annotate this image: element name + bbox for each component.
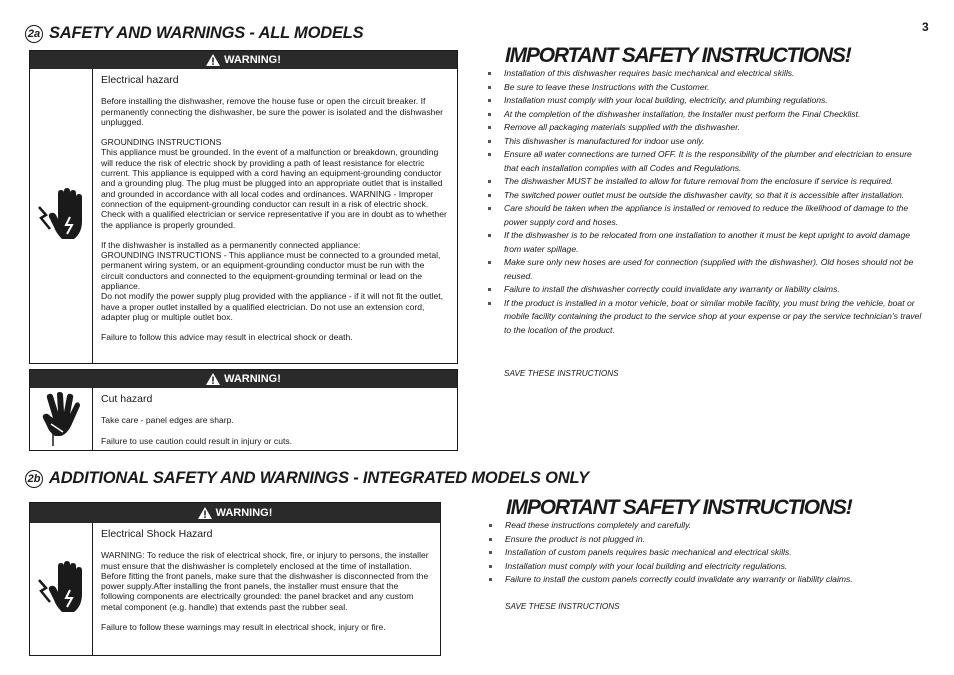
save-instructions-note: SAVE THESE INSTRUCTIONS bbox=[504, 369, 619, 378]
warning-subtitle: Electrical Shock Hazard bbox=[101, 528, 213, 540]
list-item: If the product is installed in a motor vehicle, boat or similar mobile facility, you must bring the vehicle, boat or mobile facility containing the product to the service shop at your expense or pay the service technician’s travel to the location of the product. bbox=[488, 297, 928, 338]
warning-subtitle: Electrical hazard bbox=[101, 74, 179, 86]
cut-warning-box bbox=[29, 369, 458, 451]
list-item: Ensure all water connections are turned OFF. It is the responsibility of the plumber and electrician to ensure that each installation complies with all Codes and Regulations. bbox=[488, 148, 928, 175]
warning-paragraph: Failure to follow these warnings may result in electrical shock, injury or fire. bbox=[101, 622, 386, 633]
section-2b-title: ADDITIONAL SAFETY AND WARNINGS - INTEGRATED MODELS ONLY bbox=[49, 469, 589, 487]
warning-paragraph: WARNING: To reduce the risk of electrical shock, fire, or injury to persons, the installer must ensure that the dishwasher is completely enclosed at the time of installation. Before fitting the front panels, make sure that the dishwasher is disconnected from the power supply.After installing the front panels, the installer must ensure that the following components are electrically grounded: the panel bracket and any custom metal component (e.g. handle) that extends past the rubber seal. bbox=[101, 550, 429, 612]
warning-triangle-icon bbox=[198, 507, 212, 519]
warning-header bbox=[30, 370, 457, 388]
warning-header bbox=[30, 503, 440, 523]
warning-paragraph: Failure to follow this advice may result in electrical shock or death. bbox=[101, 332, 353, 343]
warning-paragraph: If the dishwasher is installed as a permanently connected appliance: GROUNDING INSTRUCTIONS - This appliance must be connected to a grounded metal, permanent wiring system, or an equipment-grounding conductor must be run with the circuit conductors and connected to the equipment-grounding terminal or lead on the appliance. Do not modify the power supply plug provided with the appliance - if it will not fit the outlet, have a proper outlet installed by a qualified electrician. Do not use an extension cord, adapter plug or multiple outlet box. bbox=[101, 239, 444, 322]
list-item: At the completion of the dishwasher installation, the Installer must perform the Final Checklist. bbox=[488, 108, 928, 122]
instructions-title: IMPORTANT SAFETY INSTRUCTIONS! bbox=[505, 44, 851, 67]
list-item: If the dishwasher is to be relocated from one installation to another it must be kept upright to avoid damage from water spillage. bbox=[488, 229, 928, 256]
list-item: The switched power outlet must be outside the dishwasher cavity, so that it is accessible after installation. bbox=[488, 189, 928, 203]
warning-paragraph: GROUNDING INSTRUCTIONS This appliance must be grounded. In the event of a malfunction or breakdown, grounding will reduce the risk of electric shock by providing a path of least resistance for electric current. This appliance is equipped with a cord having an equipment-grounding conductor and a grounding plug. The plug must be plugged into an appropriate outlet that is installed and grounded in accordance with all local codes and ordinances. WARNING - Improper connection of the equipment-grounding conductor can result in a risk of electric shock. Check with a qualified electrician or service representative if you are in doubt as to whether the appliance is properly grounded. bbox=[101, 137, 447, 230]
warning-triangle-icon bbox=[206, 54, 220, 66]
list-item: Be sure to leave these Instructions with the Customer. bbox=[488, 81, 928, 95]
warning-subtitle: Cut hazard bbox=[101, 393, 153, 405]
warning-triangle-icon bbox=[206, 373, 220, 385]
list-item: Make sure only new hoses are used for connection (supplied with the dishwasher). Old hoses should not be reused. bbox=[488, 256, 928, 283]
list-item: Installation of this dishwasher requires basic mechanical and electrical skills. bbox=[488, 67, 928, 81]
section-2b-header bbox=[25, 469, 589, 488]
section-2a-header bbox=[25, 24, 363, 43]
page-number: 3 bbox=[922, 20, 929, 34]
instructions-list bbox=[489, 519, 929, 587]
section-2a-title: SAFETY AND WARNINGS - ALL MODELS bbox=[49, 24, 364, 42]
list-item: Ensure the product is not plugged in. bbox=[489, 533, 929, 547]
save-instructions-note: SAVE THESE INSTRUCTIONS bbox=[505, 602, 620, 611]
shock-warning-box bbox=[29, 502, 441, 656]
warning-header bbox=[30, 51, 457, 69]
section-2a-badge: 2a bbox=[25, 25, 43, 43]
list-item: Remove all packaging materials supplied with the dishwasher. bbox=[488, 121, 928, 135]
electrical-warning-box bbox=[29, 50, 458, 364]
list-item: Installation must comply with your local building, electricity, and plumbing regulations. bbox=[488, 94, 928, 108]
electric-shock-hand-icon bbox=[30, 69, 93, 363]
list-item: Care should be taken when the appliance is installed or removed to reduce the likelihood of damage to the power supply cord and hoses. bbox=[488, 202, 928, 229]
list-item: The dishwasher MUST be installed to allow for future removal from the enclosure if service is required. bbox=[488, 175, 928, 189]
warning-paragraph: Take care - panel edges are sharp. bbox=[101, 415, 234, 426]
warning-paragraph: Failure to use caution could result in injury or cuts. bbox=[101, 435, 293, 446]
warning-label: WARNING! bbox=[224, 373, 281, 385]
instructions-list bbox=[488, 67, 928, 337]
list-item: Installation must comply with your local building and electricity regulations. bbox=[489, 560, 929, 574]
warning-label: WARNING! bbox=[224, 54, 281, 66]
instructions-title: IMPORTANT SAFETY INSTRUCTIONS! bbox=[506, 496, 852, 519]
list-item: Failure to install the dishwasher correctly could invalidate any warranty or liability claims. bbox=[488, 283, 928, 297]
list-item: Installation of custom panels requires basic mechanical and electrical skills. bbox=[489, 546, 929, 560]
warning-label: WARNING! bbox=[215, 507, 273, 519]
warning-paragraph: Before installing the dishwasher, remove the house fuse or open the circuit breaker. If permanently connecting the dishwasher, be sure the power is isolated and the dishwasher unplugged. bbox=[101, 96, 444, 127]
list-item: Failure to install the custom panels correctly could invalidate any warranty or liability claims. bbox=[489, 573, 929, 587]
electric-shock-hand-icon bbox=[30, 523, 93, 655]
section-2b-badge: 2b bbox=[25, 470, 43, 488]
list-item: This dishwasher is manufactured for indoor use only. bbox=[488, 135, 928, 149]
list-item: Read these instructions completely and carefully. bbox=[489, 519, 929, 533]
cut-hand-icon bbox=[30, 388, 93, 450]
